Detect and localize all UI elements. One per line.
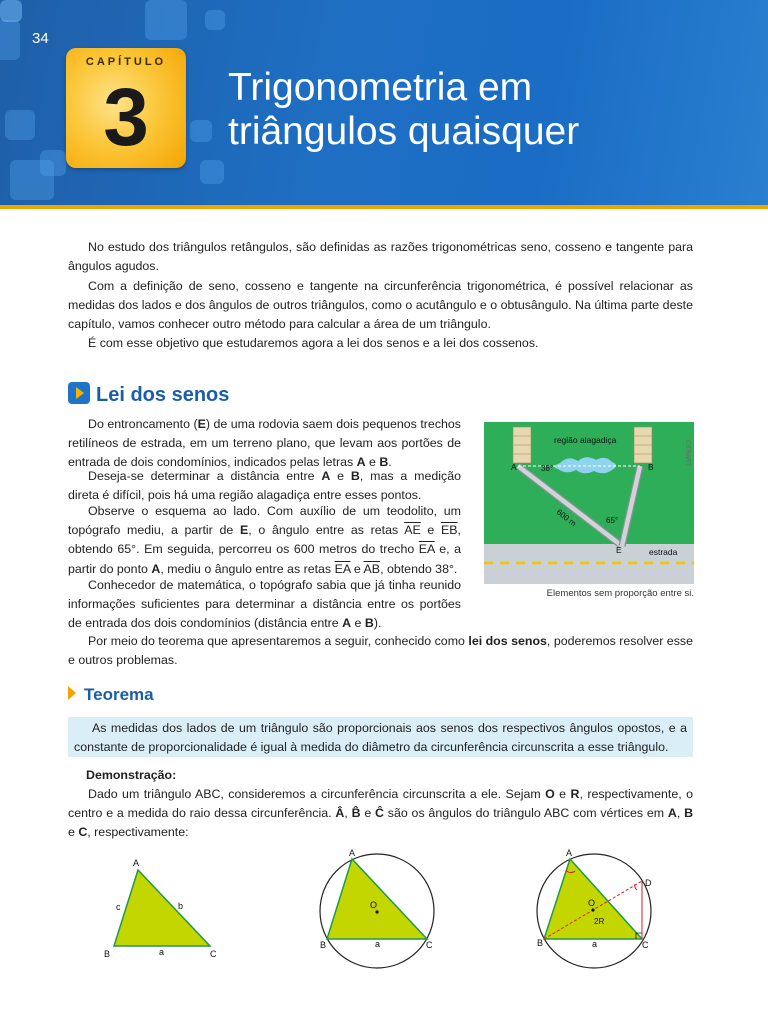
triangle-figure-2 <box>310 846 440 976</box>
angle-a-label: 38° <box>541 464 554 473</box>
figure-caption: Elementos sem proporção entre si. <box>546 588 694 599</box>
side-a-label: a <box>159 947 165 957</box>
section-title-teorema <box>68 685 154 705</box>
distance-label: 600 m <box>554 507 578 529</box>
theorem-title-text: Teorema <box>84 685 154 704</box>
theorem-box <box>68 717 693 757</box>
chapter-label: CAPÍTULO <box>85 56 167 68</box>
chapter-badge <box>66 48 186 168</box>
vertex-b-label: B <box>537 938 544 948</box>
point-e-label: E <box>616 545 622 555</box>
vertex-c-label: C <box>426 940 433 950</box>
point-a-label: A <box>511 462 517 472</box>
vertex-b-label: B <box>320 940 327 950</box>
figure-credit: CITRART <box>684 440 690 466</box>
side-a-label: a <box>375 939 381 949</box>
triangle-abc <box>327 859 427 939</box>
intro-paragraph-1: No estudo dos triângulos retângulos, são definidas as razões trigonométricas seno, cosseno e tangente para ângulos agudos. <box>68 240 693 274</box>
lei-paragraph-2: Deseja-se determinar a distância entre A e B, mas a medição direta é difícil, pois há uma região alagadiça entre esses pontos. <box>68 469 461 503</box>
diameter-label: 2R <box>594 917 605 926</box>
lei-paragraph-4: Conhecedor de matemática, o topógrafo sabia que já tinha reunido informações suficientes para determinar a distância entre os portões de entrada dos dois condomínios (distância entre A e B). <box>68 578 461 631</box>
flooded-region-label: região alagadiça <box>554 435 617 445</box>
condominium-b <box>634 427 652 463</box>
vertex-b-label: B <box>104 949 111 959</box>
intro-paragraph-2: Com a definição de seno, cosseno e tangente na circunferência trigonométrica, é possível relacionar as medidas dos lados e dos ângulos de outros triângulos, como o acutângulo e o obtusângulo. Na última parte deste capítulo, vamos conhecer outro método para calcular a área de um triângulo. <box>68 279 693 332</box>
vertex-c-label: C <box>642 940 649 950</box>
section-arrow-icon <box>68 382 90 404</box>
triangle-figure-3 <box>528 846 658 976</box>
point-d-label: D <box>645 878 652 888</box>
intro-paragraph-3: É com esse objetivo que estudaremos agora a lei dos senos e a lei dos cossenos. <box>88 336 539 350</box>
vertex-c-label: C <box>210 949 217 959</box>
condominium-a <box>513 427 531 463</box>
center-o-label: O <box>588 898 596 908</box>
vertex-a-label: A <box>133 858 140 868</box>
page-number: 34 <box>32 30 49 47</box>
road-label: estrada <box>649 547 678 557</box>
side-b-label: b <box>178 901 184 911</box>
triangle-figure-1 <box>100 852 230 964</box>
angle-e-label: 65° <box>606 516 619 525</box>
vertex-a-label: A <box>566 848 573 858</box>
chapter-number: 3 <box>103 72 149 163</box>
banner-stripe <box>0 205 768 209</box>
demonstration-paragraph: Dado um triângulo ABC, consideremos a circunferência circunscrita a ele. Sejam O e R, respectivamente, o centro e a medida do raio dessa circunferência. Â, B̂ e Ĉ são os ângulos do triângulo ABC com vértices em A, B e C, respectivamente: <box>68 787 694 840</box>
chapter-title <box>228 66 579 154</box>
chapter-title-line2: triângulos quaisquer <box>228 110 580 153</box>
theorem-text: As medidas dos lados de um triângulo são proporcionais aos senos dos respectivos ângulos opostos, e a constante de proporcionalidade é igual à medida do diâmetro da circunferência circunscrita a esse triângulo. <box>74 721 687 754</box>
section-title-lei-dos-senos <box>68 382 229 407</box>
center-o-label: O <box>370 900 378 910</box>
vertex-a-label: A <box>349 848 356 858</box>
road-scheme-figure <box>484 422 694 584</box>
chapter-title-line1: Trigonometria em <box>228 66 533 109</box>
side-c-label: c <box>116 902 121 912</box>
center-point <box>375 910 378 913</box>
lei-paragraph-5: Por meio do teorema que apresentaremos a seguir, conhecido como lei dos senos, poderemos resolver esse e outros problemas. <box>68 634 693 668</box>
lei-paragraph-3: Observe o esquema ao lado. Com auxílio de um teodolito, um topógrafo mediu, a partir de E, o ângulo entre as retas $\overline{AE}$ e $\overline{EB}$, obtendo 65°. Em seguida, percorreu os 600 metros do trecho $\overline{EA}$ e, a partir do ponto A, mediu o ângulo entre as retas $\overline{EA}$ e $\overline{AB}$, obtendo 38°. <box>68 504 461 576</box>
point-b-label: B <box>648 462 654 472</box>
triangle-abc <box>114 870 210 946</box>
lei-paragraph-1: Do entroncamento (E) de uma rodovia saem dois pequenos trechos retilíneos de estrada, em um terreno plano, que levam aos portões de entrada de dois condomínios, indicados pelas letras A e B. <box>68 417 461 470</box>
center-point <box>591 908 594 911</box>
theorem-arrow-icon <box>68 686 76 700</box>
demonstration-title: Demonstração: <box>86 768 177 782</box>
side-a-label: a <box>592 939 598 949</box>
section-title-text: Lei dos senos <box>96 384 230 406</box>
